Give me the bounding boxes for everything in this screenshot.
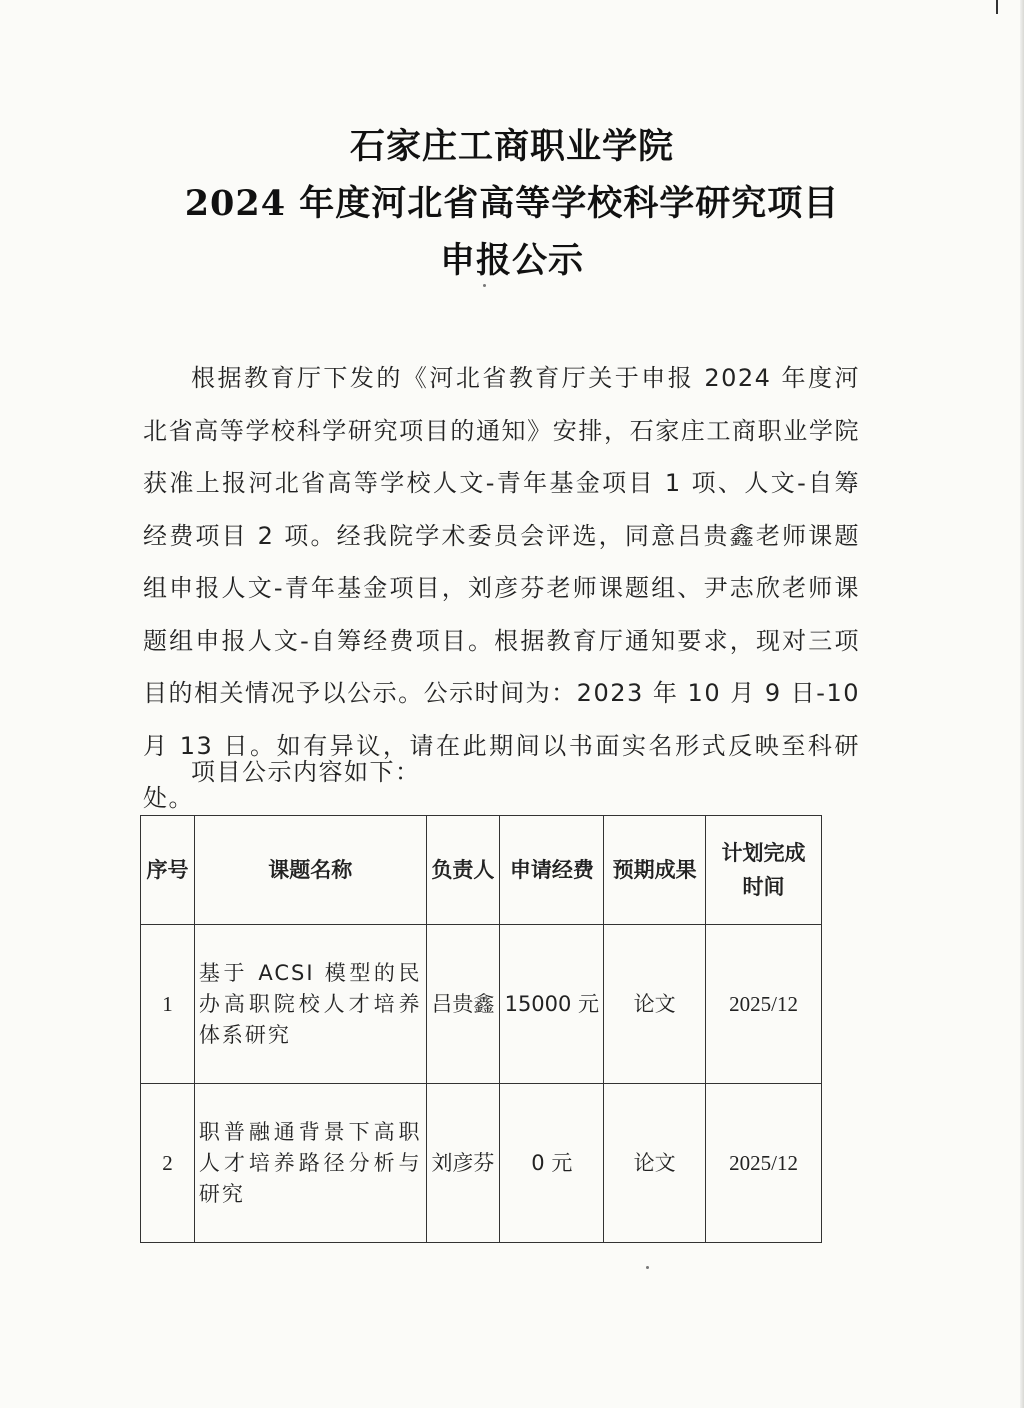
- cell-title: 基于 ACSI 模型的民办高职院校人才培养体系研究: [194, 925, 426, 1084]
- header-date: [706, 816, 822, 925]
- cell-fund: 0 元: [500, 1084, 604, 1243]
- body-paragraph: 根据教育厅下发的《河北省教育厅关于申报 2024 年度河北省高等学校科学研究项目的通知》安排，石家庄工商职业学院获准上报河北省高等学校人文-青年基金项目 1 项、人文-自筹经费项目 2 项。经我院学术委员会评选，同意吕贵鑫老师课题组申报人文-青年基金项目，刘彦芬老师课题组、尹志欣老师课题组申报人文-自筹经费项目。根据教育厅通知要求，现对三项目的相关情况予以公示。公示时间为：2023 年 10 月 9 日-10 月 13 日。如有异议，请在此期间以书面实名形式反映至科研处。: [143, 364, 860, 812]
- scan-mark: [996, 0, 998, 14]
- cell-result: 论文: [604, 1084, 706, 1243]
- cell-date: 2025/12: [706, 925, 822, 1084]
- cell-date: 2025/12: [706, 1084, 822, 1243]
- document-title: [0, 118, 1024, 289]
- header-result: 预期成果: [604, 816, 706, 925]
- title-announcement: 申报公示: [439, 240, 584, 281]
- cell-no: 2: [141, 1084, 195, 1243]
- cell-fund: 15000 元: [500, 925, 604, 1084]
- project-table: [140, 815, 822, 1243]
- scan-speck: [646, 1266, 649, 1269]
- header-no: 序号: [141, 816, 195, 925]
- header-title: 课题名称: [194, 816, 426, 925]
- table-row: [141, 1084, 822, 1243]
- scan-speck: [483, 284, 486, 287]
- header-owner: 负责人: [426, 816, 500, 925]
- header-date-line1: 计划完成: [721, 841, 806, 865]
- cell-owner: 刘彦芬: [426, 1084, 500, 1243]
- title-school-name: 石家庄工商职业学院: [349, 126, 674, 167]
- table-row: [141, 925, 822, 1084]
- header-fund: 申请经费: [500, 816, 604, 925]
- cell-owner: 吕贵鑫: [426, 925, 500, 1084]
- header-date-line2: 时间: [742, 875, 785, 899]
- cell-result: 论文: [604, 925, 706, 1084]
- cell-no: 1: [141, 925, 195, 1084]
- list-intro: 项目公示内容如下：: [191, 758, 421, 786]
- table-header-row: [141, 816, 822, 925]
- cell-title: 职普融通背景下高职人才培养路径分析与研究: [194, 1084, 426, 1243]
- title-project-year: 2024 年度河北省高等学校科学研究项目: [184, 183, 840, 224]
